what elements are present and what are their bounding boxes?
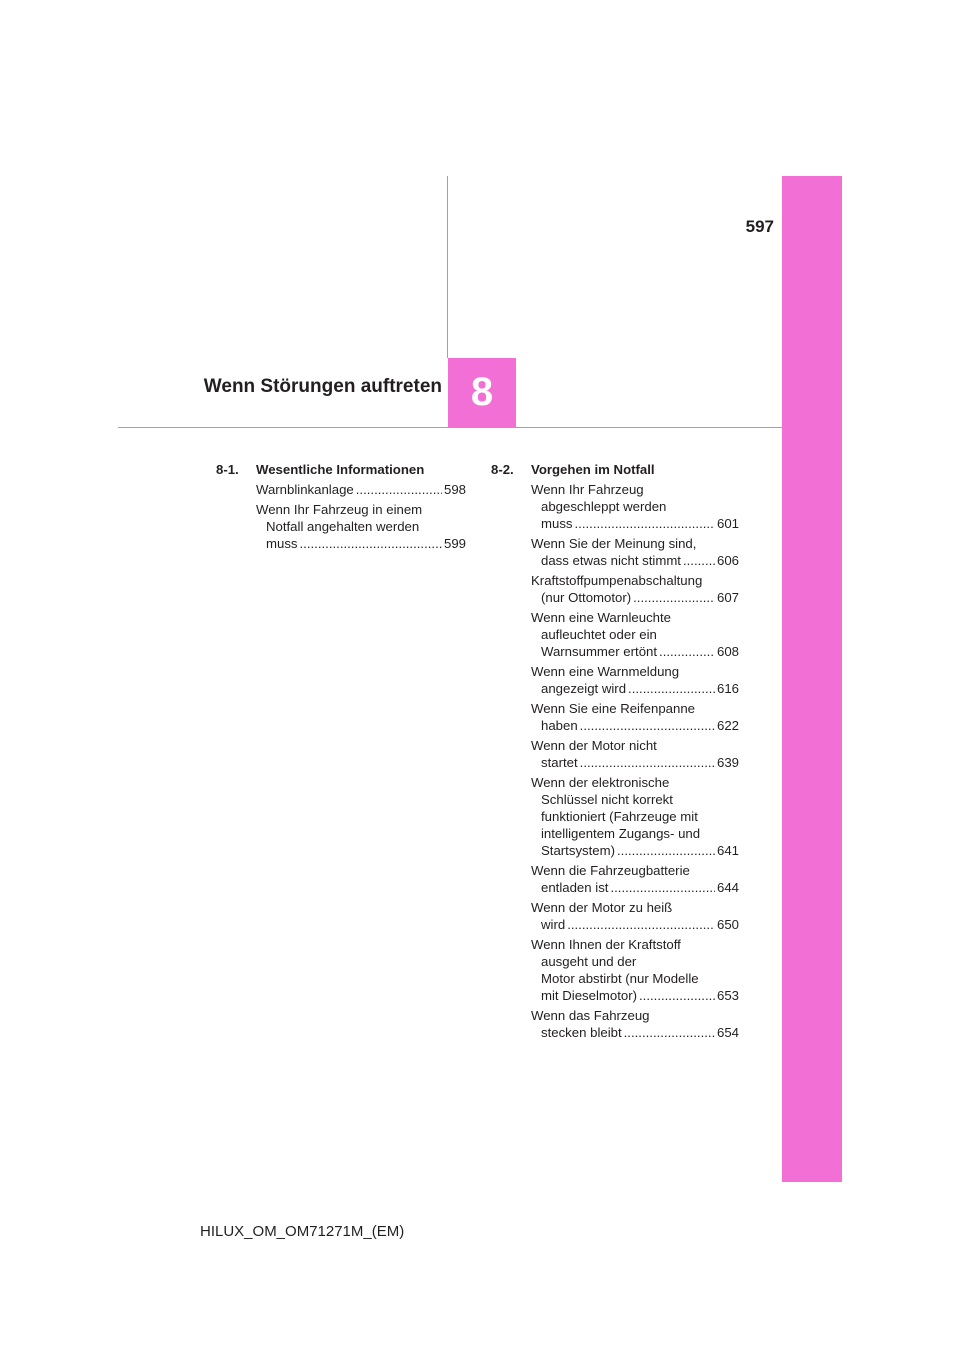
- toc-entry[interactable]: [256, 481, 466, 498]
- toc-leader-dots: [633, 589, 715, 606]
- toc-entry-line: [531, 609, 739, 626]
- toc-entry-line: [531, 970, 739, 987]
- toc-leader-dots: [610, 879, 715, 896]
- chapter-title: Wenn Störungen auftreten: [203, 376, 442, 397]
- toc-leader-dots: [628, 680, 715, 697]
- toc-entry-line: [531, 481, 739, 498]
- toc-entry-text: mit Dieselmotor): [541, 988, 637, 1003]
- toc-entry-line: [531, 879, 739, 896]
- toc-entry-line: [531, 717, 739, 734]
- toc-entry-text: dass etwas nicht stimmt: [541, 553, 681, 568]
- toc-entry-text: abgeschleppt werden: [541, 499, 667, 514]
- toc-entry-text: Wenn Ihr Fahrzeug: [531, 482, 644, 497]
- toc-entry-line: [531, 808, 739, 825]
- toc-entry-text: Wenn eine Warnleuchte: [531, 610, 672, 625]
- toc-entry-line: [531, 680, 739, 697]
- toc-entry-page: 598: [443, 482, 466, 497]
- toc-entry-text: Wenn Sie eine Reifenpanne: [531, 701, 695, 716]
- toc-entry-line: [531, 626, 739, 643]
- toc-entry-line: [531, 936, 739, 953]
- toc-entry-page: 639: [716, 755, 739, 770]
- toc-entry-text: stecken bleibt: [541, 1025, 622, 1040]
- toc-entry-text: Warnsummer ertönt: [541, 644, 658, 659]
- footer-document-code: HILUX_OM_OM71271M_(EM): [200, 1223, 405, 1240]
- toc-leader-dots: [639, 987, 715, 1004]
- toc-entry-page: 650: [716, 917, 739, 932]
- toc-entry-text: haben: [541, 718, 578, 733]
- toc-entry-page: 599: [443, 536, 466, 551]
- toc-leader-dots: [659, 643, 715, 660]
- toc-entry-line: [531, 953, 739, 970]
- toc-entry-text: Schlüssel nicht korrekt: [541, 792, 673, 807]
- toc-entry-line: [256, 501, 466, 518]
- toc-entry-page: 601: [716, 516, 739, 531]
- toc-leader-dots: [567, 916, 715, 933]
- toc-leader-dots: [617, 842, 715, 859]
- toc-entry-text: (nur Ottomotor): [541, 590, 632, 605]
- toc-entry-text: entladen ist: [541, 880, 609, 895]
- toc-entry-text: Notfall angehalten werden: [266, 519, 420, 534]
- toc-entry[interactable]: [531, 1007, 739, 1041]
- header-horizontal-rule: [118, 427, 782, 428]
- toc-entry-page: 622: [716, 718, 739, 733]
- toc-entry-text: Wenn Sie der Meinung sind,: [531, 536, 697, 551]
- toc-leader-dots: [683, 552, 715, 569]
- toc-entry[interactable]: [531, 481, 739, 532]
- toc-leader-dots: [624, 1024, 715, 1041]
- toc-entry-text: Kraftstoffpumpenabschaltung: [531, 573, 703, 588]
- toc-entry-line: [531, 498, 739, 515]
- toc-entry-text: Wenn eine Warnmeldung: [531, 664, 680, 679]
- toc-entry-text: Motor abstirbt (nur Modelle: [541, 971, 699, 986]
- toc-section-title: Vorgehen im Notfall: [531, 462, 655, 477]
- toc-entry-text: Wenn Ihr Fahrzeug in einem: [256, 502, 423, 517]
- toc-entry-text: muss: [541, 516, 573, 531]
- toc-entry-text: aufleuchtet oder ein: [541, 627, 657, 642]
- toc-leader-dots: [580, 717, 715, 734]
- toc-entry-text: Wenn der Motor zu heiß: [531, 900, 673, 915]
- toc-entry-line: [531, 842, 739, 859]
- chapter-side-tab: [782, 176, 842, 1182]
- toc-entry-text: Warnblinkanlage: [256, 482, 354, 497]
- toc-entry-line: [531, 700, 739, 717]
- toc-entry-line: [531, 552, 739, 569]
- toc-entry-line: [531, 774, 739, 791]
- toc-leader-dots: [580, 754, 715, 771]
- toc-entry-line: [531, 589, 739, 606]
- toc-entry-text: Wenn das Fahrzeug: [531, 1008, 650, 1023]
- toc-section-title: Wesentliche Informationen: [256, 462, 425, 477]
- page-number: 597: [745, 217, 774, 236]
- toc-entry-page: 608: [716, 644, 739, 659]
- toc-entry-text: Wenn der Motor nicht: [531, 738, 657, 753]
- toc-entry-page: 644: [716, 880, 739, 895]
- toc-section-heading: [491, 461, 739, 478]
- toc-entry-text: angezeigt wird: [541, 681, 627, 696]
- toc-entry-text: funktioniert (Fahrzeuge mit: [541, 809, 698, 824]
- toc-entry-line: [531, 987, 739, 1004]
- toc-entry-line: [531, 916, 739, 933]
- toc-section-number: 8-2.: [491, 462, 514, 477]
- toc-entry-page: 653: [716, 988, 739, 1003]
- toc-entry[interactable]: [256, 501, 466, 552]
- toc-entry[interactable]: [531, 774, 739, 859]
- toc-entry-text: Wenn die Fahrzeugbatterie: [531, 863, 690, 878]
- toc-entry-text: Wenn der elektronische: [531, 775, 670, 790]
- toc-entry-text: startet: [541, 755, 578, 770]
- toc-entry-line: [531, 643, 739, 660]
- toc-entry[interactable]: [531, 609, 739, 660]
- toc-entry-line: [531, 791, 739, 808]
- toc-entry[interactable]: [531, 862, 739, 896]
- toc-leader-dots: [356, 481, 442, 498]
- toc-entry-line: [531, 825, 739, 842]
- toc-section-8-2: [491, 461, 739, 1041]
- toc-entry[interactable]: [531, 936, 739, 1004]
- toc-entry-line: [256, 481, 466, 498]
- toc-entry-line: [531, 737, 739, 754]
- toc-entry[interactable]: [531, 737, 739, 771]
- toc-entry-page: 606: [716, 553, 739, 568]
- toc-entry-line: [531, 862, 739, 879]
- toc-entry-line: [531, 535, 739, 552]
- toc-entry-text: wird: [541, 917, 566, 932]
- toc-entry-text: Startsystem): [541, 843, 616, 858]
- toc-entry-line: [256, 535, 466, 552]
- toc-entry-line: [531, 754, 739, 771]
- toc-entry[interactable]: [531, 663, 739, 697]
- toc-entry-line: [531, 663, 739, 680]
- toc-entry-text: muss: [266, 536, 298, 551]
- toc-entry[interactable]: [531, 700, 739, 734]
- chapter-number: 8: [470, 370, 494, 414]
- toc-entry-page: 654: [716, 1025, 739, 1040]
- toc-section-number: 8-1.: [216, 462, 239, 477]
- toc-section-8-1: [216, 461, 466, 552]
- toc-entry-line: [531, 572, 739, 589]
- toc-entry[interactable]: [531, 899, 739, 933]
- toc-entry-line: [531, 515, 739, 532]
- toc-entry[interactable]: [531, 572, 739, 606]
- toc-entry-line: [531, 1024, 739, 1041]
- toc-entry-line: [531, 1007, 739, 1024]
- toc-entry-text: Wenn Ihnen der Kraftstoff: [531, 937, 681, 952]
- toc-entry-text: intelligentem Zugangs- und: [541, 826, 701, 841]
- toc-section-heading: [216, 461, 466, 478]
- toc-entry-page: 607: [716, 590, 739, 605]
- toc-entry-line: [256, 518, 466, 535]
- toc-entry-page: 616: [716, 681, 739, 696]
- toc-leader-dots: [575, 515, 715, 532]
- chapter-number-box: [448, 358, 516, 427]
- header-vertical-rule: [447, 176, 448, 358]
- toc-entry-line: [531, 899, 739, 916]
- toc-entry[interactable]: [531, 535, 739, 569]
- toc-entry-text: ausgeht und der: [541, 954, 637, 969]
- toc-entry-page: 641: [716, 843, 739, 858]
- toc-leader-dots: [300, 535, 442, 552]
